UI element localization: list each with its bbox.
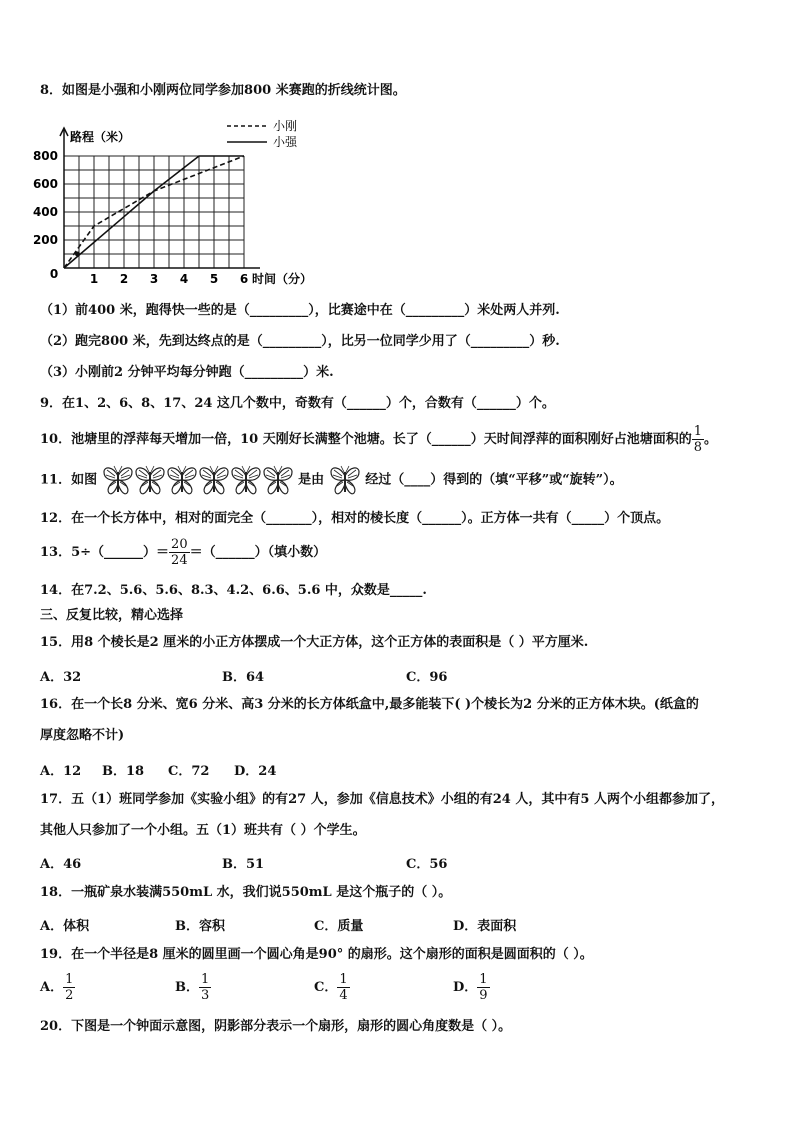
q16-option-c[interactable]: C．72 — [168, 764, 210, 779]
y-tick-label: 800 — [32, 149, 58, 163]
q15-option-a[interactable]: A．32 — [40, 670, 82, 685]
q19-option-c[interactable] — [314, 972, 350, 1003]
butterfly-icon — [167, 464, 197, 496]
q19-b-fraction — [199, 972, 211, 1003]
q10-tail: 。 — [704, 432, 718, 447]
q12: 12．在一个长方体中，相对的面完全（_______），相对的棱长度（______）。正方体一共有（_____）个顶点。 — [40, 511, 670, 526]
q8-title: 8．如图是小强和小刚两位同学参加800 米赛跑的折线统计图。 — [40, 83, 406, 98]
butterfly-icon — [199, 464, 229, 496]
x-tick-label: 5 — [209, 272, 219, 286]
chart-legend — [227, 118, 298, 149]
q17-option-a[interactable]: A．46 — [40, 857, 82, 872]
q17-option-c[interactable]: C．56 — [406, 857, 448, 872]
q19-d-den: 9 — [479, 988, 488, 1003]
butterfly-icon — [330, 464, 360, 496]
butterfly-icon — [231, 464, 261, 496]
q17-line2: 其他人只参加了一个小组。五（1）班共有（ ）个学生。 — [40, 823, 366, 838]
q10-text: 10．池塘里的浮萍每天增加一倍，10 天刚好长满整个池塘。长了（______）天时间浮萍的面积刚好占池塘面积的 — [40, 432, 692, 447]
q20: 20．下图是一个钟面示意图，阴影部分表示一个扇形，扇形的圆心角度数是（ ）。 — [40, 1019, 512, 1034]
q17-option-b[interactable]: B．51 — [222, 857, 265, 872]
q19-a-fraction — [63, 972, 75, 1003]
chart-xlabel: 时间（分） — [252, 272, 313, 286]
q8-sub3: （3）小刚前2 分钟平均每分钟跑（_________）米. — [40, 365, 334, 380]
legend-label: 小强 — [273, 135, 298, 149]
x-tick-label: 3 — [149, 272, 159, 286]
q19-option-b[interactable] — [175, 972, 211, 1003]
q19-a-den: 2 — [65, 988, 74, 1003]
x-tick-label: 2 — [119, 272, 129, 286]
q19-a-label: A． — [40, 980, 64, 995]
q19-b-num: 1 — [201, 972, 210, 987]
q19-b-den: 3 — [201, 988, 210, 1003]
legend-label: 小刚 — [273, 119, 298, 133]
q15-stem: 15．用8 个棱长是2 厘米的小正方体摆成一个大正方体，这个正方体的表面积是（ ）平方厘米. — [40, 635, 589, 650]
q18-option-c[interactable]: C．质量 — [314, 919, 364, 934]
x-tick-label: 6 — [239, 272, 249, 286]
q19-b-label: B． — [175, 980, 199, 995]
q19-d-num: 1 — [479, 972, 488, 987]
q19-c-label: C． — [314, 980, 338, 995]
q15-option-c[interactable]: C．96 — [406, 670, 448, 685]
chart-ylabel: 路程（米） — [70, 130, 131, 144]
q13 — [40, 537, 326, 568]
q11-prefix: 11．如图 — [40, 472, 98, 488]
q15-option-b[interactable]: B．64 — [222, 670, 265, 685]
q13-expr2: ＝（______）（填小数） — [189, 545, 327, 560]
q9: 9．在1、2、6、8、17、24 这几个数中，奇数有（______）个，合数有（______）个。 — [40, 396, 555, 411]
q19-option-d[interactable] — [453, 972, 490, 1003]
butterfly-icon — [103, 464, 133, 496]
q16-line1: 16．在一个长8 分米、宽6 分米、高3 分米的长方体纸盒中,最多能装下( )个棱长为2 分米的正方体木块。(纸盒的 — [40, 697, 699, 712]
q11-suffix: 经过（____）得到的（填“平移”或“旋转”）。 — [365, 472, 623, 488]
q8-sub2: （2）跑完800 米，先到达终点的是（_________），比另一位同学少用了（_________）秒. — [40, 334, 560, 349]
x-tick-label: 4 — [179, 272, 189, 286]
q19-c-den: 4 — [339, 988, 348, 1003]
q13-num: 20 — [171, 537, 188, 552]
q10 — [40, 424, 717, 455]
q19-stem: 19．在一个半径是8 厘米的圆里画一个圆心角是90° 的扇形。这个扇形的面积是圆面积的（ ）。 — [40, 947, 593, 962]
butterfly-icon — [135, 464, 165, 496]
q19-option-a[interactable] — [40, 972, 75, 1003]
q17-line1: 17．五（1）班同学参加《实验小组》的有27 人，参加《信息技术》小组的有24 人，其中有5 人两个小组都参加了， — [40, 792, 724, 807]
q13-expr1: 5÷（______）＝ — [71, 545, 170, 560]
y-tick-label: 400 — [32, 205, 58, 219]
section-3-heading: 三、反复比较，精心选择 — [40, 608, 184, 623]
data-point — [75, 252, 80, 257]
q13-prefix: 13． — [40, 545, 72, 560]
q18-option-a[interactable]: A．体积 — [40, 919, 90, 934]
chart-grid — [64, 156, 244, 268]
x-tick-label: 0 — [49, 267, 59, 281]
q11-mid: 是由 — [298, 472, 325, 488]
line-chart — [32, 108, 332, 296]
q8-sub1: （1）前400 米，跑得快一些的是（_________），比赛途中在（_________）米处两人并列. — [40, 303, 560, 318]
q19-a-num: 1 — [65, 972, 74, 987]
q16-line2: 厚度忽略不计) — [40, 728, 125, 743]
q16-option-b[interactable]: B．18 — [102, 764, 145, 779]
q14: 14．在7.2、5.6、5.6、8.3、4.2、6.6、5.6 中，众数是_____. — [40, 583, 427, 598]
q19-d-fraction — [477, 972, 489, 1003]
butterfly-icon — [263, 464, 293, 496]
q16-option-d[interactable]: D．24 — [234, 764, 277, 779]
q10-den: 8 — [693, 440, 702, 455]
q10-fraction — [692, 424, 704, 455]
q19-c-fraction — [337, 972, 349, 1003]
q13-fraction — [169, 537, 190, 568]
y-tick-label: 200 — [32, 233, 58, 247]
q16-option-a[interactable]: A．12 — [40, 764, 82, 779]
q19-d-label: D． — [453, 980, 478, 995]
x-tick-label: 1 — [89, 272, 99, 286]
q18-option-d[interactable]: D．表面积 — [453, 919, 517, 934]
q18-option-b[interactable]: B．容积 — [175, 919, 225, 934]
q13-den: 24 — [171, 553, 188, 568]
q11 — [40, 464, 623, 496]
y-tick-label: 600 — [32, 177, 58, 191]
q19-c-num: 1 — [339, 972, 348, 987]
q10-num: 1 — [693, 424, 702, 439]
q18-stem: 18．一瓶矿泉水装满550mL 水，我们说550mL 是这个瓶子的（ ）。 — [40, 885, 452, 900]
